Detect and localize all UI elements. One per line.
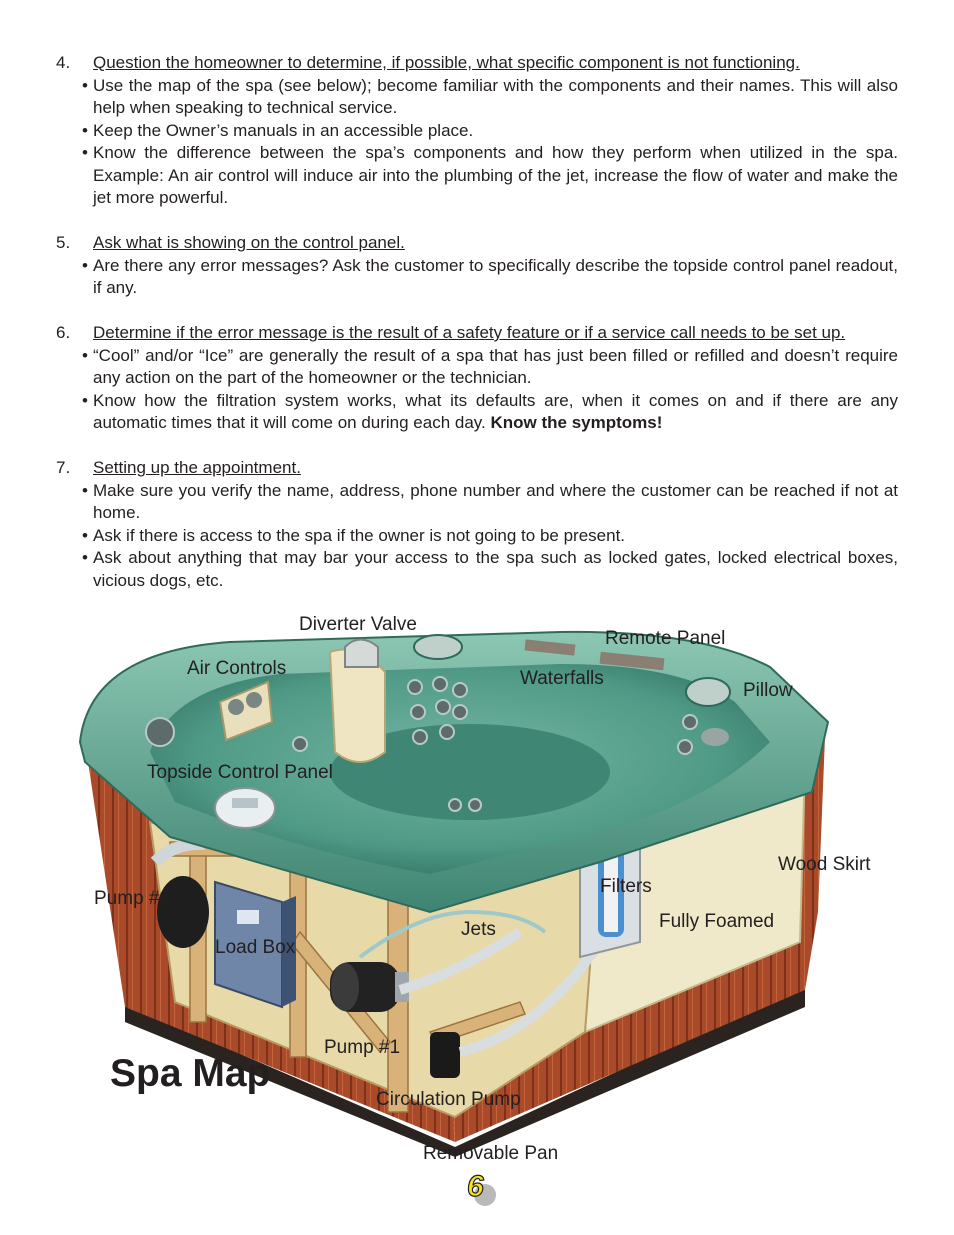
- section-4: [56, 52, 898, 210]
- page-number-text: 6: [467, 1170, 484, 1203]
- page-number: [464, 1172, 504, 1212]
- bullet-icon: •: [82, 548, 88, 567]
- bullet-icon: •: [82, 255, 88, 275]
- bullet-icon: •: [82, 480, 88, 500]
- bullet-icon: •: [82, 390, 88, 410]
- list-item: • Are there any error messages? Ask the customer to specifically describe the topside control panel readout, if any.: [56, 255, 898, 300]
- list-item: • “Cool” and/or “Ice” are generally the result of a spa that has just been filled or refilled and doesn’t require any action on the part of the homeowner or the technician.: [56, 345, 898, 390]
- section-heading-text: Determine if the error message is the result of a safety feature or if a service call needs to be set up.: [93, 323, 846, 342]
- spa-map-title: Spa Map: [110, 1052, 271, 1095]
- section-number: 5.: [56, 233, 71, 252]
- label-jets: Jets: [461, 919, 496, 940]
- label-fully-foamed: Fully Foamed: [659, 911, 775, 932]
- list-item: • Know the difference between the spa’s components and how they perform when utilized in the spa. Example: An air control will induce air into the plumbing of the jet, increase the flow of water and make the jet more powerful.: [56, 142, 898, 210]
- list-item: • Ask about anything that may bar your access to the spa such as locked gates, locked electrical boxes, vicious dogs, etc.: [56, 547, 898, 592]
- label-removable-pan: Removable Pan: [423, 1143, 559, 1164]
- list-item: • Ask if there is access to the spa if the owner is not going to be present.: [56, 525, 898, 548]
- emphasis-text: Know the symptoms!: [490, 413, 663, 432]
- label-air-controls: Air Controls: [187, 658, 287, 679]
- section-heading-text: Setting up the appointment.: [93, 458, 301, 477]
- section-number: 6.: [56, 323, 71, 342]
- label-circulation-pump: Circulation Pump: [376, 1089, 521, 1110]
- label-remote-panel: Remote Panel: [605, 628, 726, 649]
- section-5: [56, 232, 898, 300]
- bullet-icon: •: [82, 75, 88, 95]
- list-item: • Use the map of the spa (see below); become familiar with the components and their names. This will also help when speaking to technical service.: [56, 75, 898, 120]
- section-heading: [56, 457, 898, 480]
- list-item: • Keep the Owner’s manuals in an accessible place.: [56, 120, 898, 143]
- section-heading: [56, 52, 898, 75]
- section-number: 4.: [56, 53, 71, 72]
- section-number: 7.: [56, 458, 71, 477]
- topside-panel-shape: [215, 788, 275, 828]
- section-6: [56, 322, 898, 435]
- section-heading-text: Ask what is showing on the control panel.: [93, 233, 405, 252]
- section-heading-text: Question the homeowner to determine, if possible, what specific component is not functioning.: [93, 53, 800, 72]
- pillow-shape: [701, 728, 729, 746]
- label-wood-skirt: Wood Skirt: [778, 854, 871, 875]
- section-heading: [56, 232, 898, 255]
- label-filters: Filters: [600, 876, 652, 897]
- diverter-valve-shape: [345, 640, 378, 668]
- label-waterfalls: Waterfalls: [520, 668, 604, 689]
- bullet-icon: •: [82, 345, 88, 365]
- pump-2-shape: [157, 876, 209, 948]
- section-heading: [56, 322, 898, 345]
- bullet-icon: •: [82, 525, 88, 545]
- spa-map-figure: [0, 612, 954, 1172]
- label-pillow: Pillow: [743, 680, 793, 701]
- section-7: [56, 457, 898, 592]
- bullet-icon: •: [82, 143, 88, 162]
- label-load-box: Load Box: [215, 937, 296, 958]
- bullet-icon: •: [82, 120, 88, 140]
- list-item: • Know how the filtration system works, what its defaults are, when it comes on and if there are any automatic times that it will come on during each day. Know the symptoms!: [56, 390, 898, 435]
- label-diverter-valve: Diverter Valve: [299, 614, 417, 635]
- list-item: • Make sure you verify the name, address, phone number and where the customer can be reached if not at home.: [56, 480, 898, 525]
- circulation-pump-shape: [430, 1032, 460, 1078]
- label-pump-1: Pump #1: [324, 1037, 401, 1058]
- instructions-text: [56, 52, 898, 615]
- label-pump-2: Pump #2: [94, 888, 171, 909]
- label-topside-control-panel: Topside Control Panel: [147, 762, 333, 783]
